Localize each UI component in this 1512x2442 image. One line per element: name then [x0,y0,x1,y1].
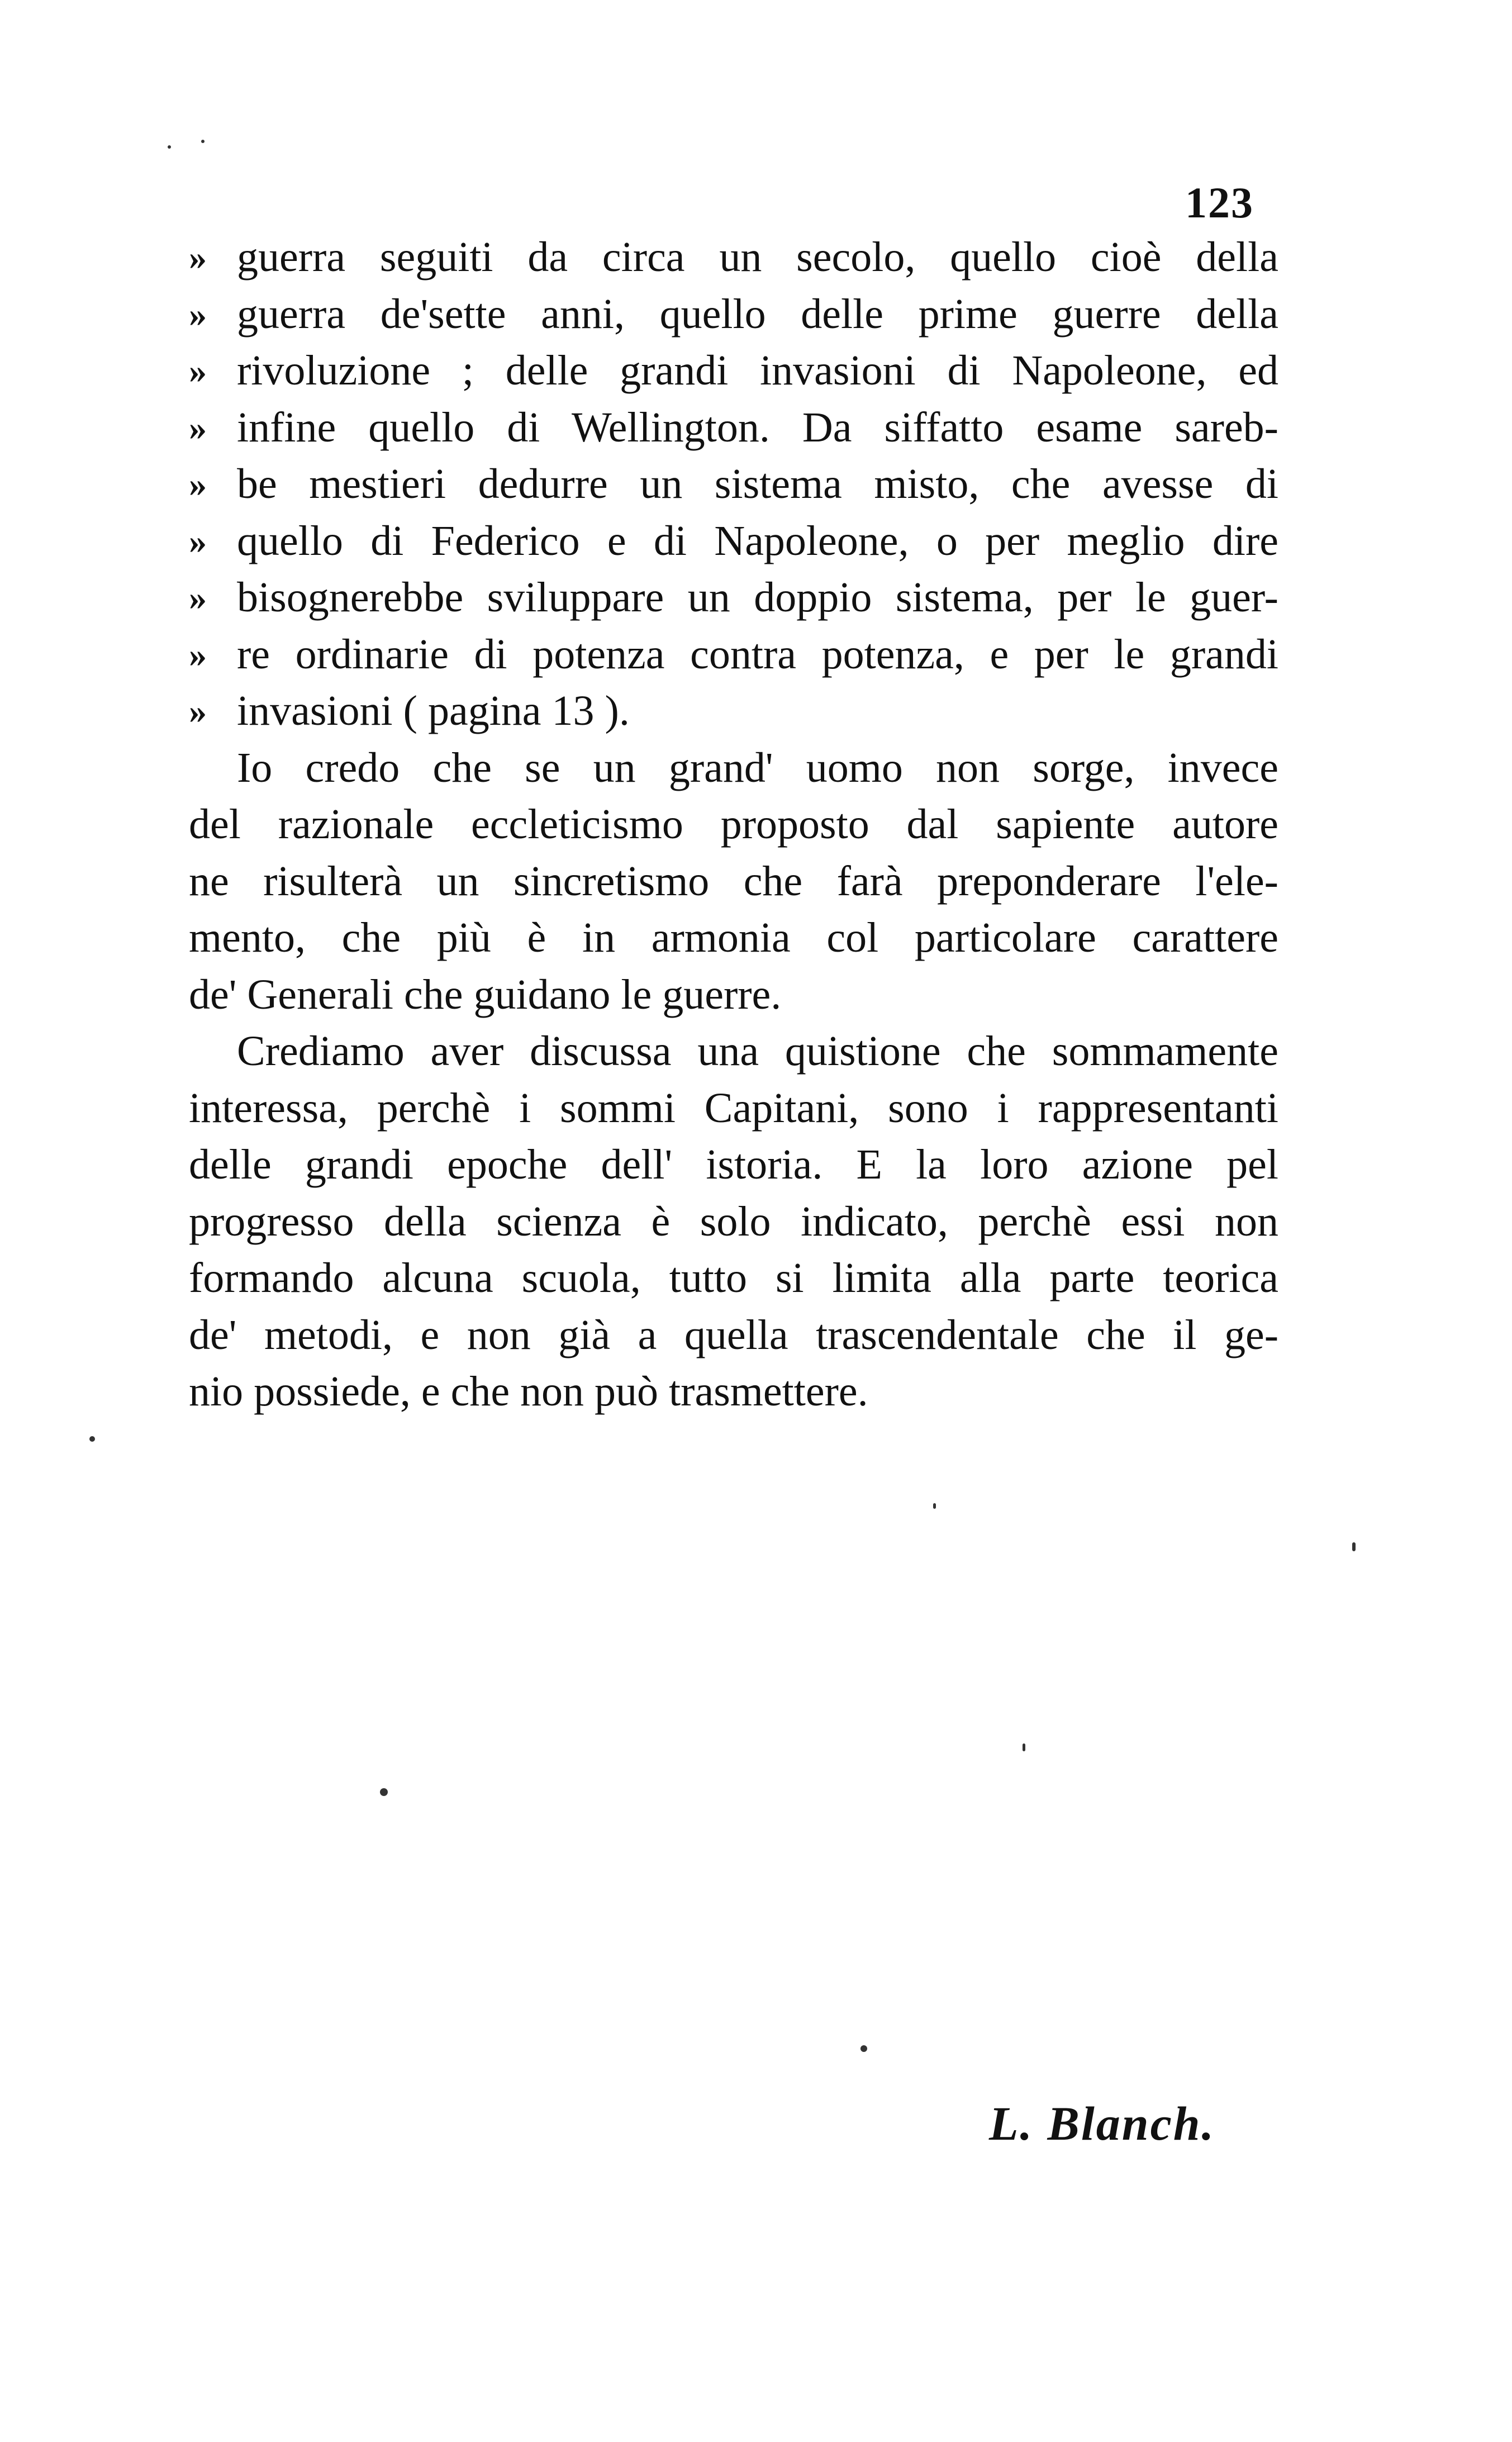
paragraph-line: mento, che più è in armonia col particolare carattere [189,914,1278,961]
quoted-line-text: rivoluzione ; delle grandi invasioni di Napoleone, ed [237,347,1278,394]
quoted-line-text: infine quello di Wellington. Da siffatto esame sareb- [237,403,1278,451]
quote-mark: » [189,691,207,731]
quote-mark: » [189,578,207,617]
paragraph-line: progresso della scienza è solo indicato, perchè essi non [189,1198,1278,1245]
paragraph-line: de' metodi, e non già a quella trascendentale che il ge- [189,1311,1278,1358]
quoted-line [189,456,1278,513]
quoted-line-text: guerra de'sette anni, quello delle prime guerre della [237,290,1278,338]
quote-mark: » [189,634,207,674]
quoted-line-text: bisognerebbe sviluppare un doppio sistema, per le guer- [237,574,1278,621]
quoted-line [189,286,1278,343]
paragraph-line: Io credo che se un grand' uomo non sorge, invece [237,744,1278,791]
quote-mark: » [189,294,207,334]
quoted-line [189,513,1278,570]
paragraph-line: delle grandi epoche dell' istoria. E la loro azione pel [189,1141,1278,1188]
paragraph-line: interessa, perchè i sommi Capitani, sono i rappresentanti [189,1084,1278,1132]
quoted-line [189,343,1278,400]
quote-mark: » [189,237,207,277]
paragraph-line: del razionale eccleticismo proposto dal sapiente autore [189,801,1278,848]
quote-mark: » [189,464,207,504]
page-number: 123 [1185,178,1254,227]
scan-speck [89,1436,95,1442]
paragraph-line: Crediamo aver discussa una quistione che sommamente [237,1028,1278,1075]
quoted-line-text: be mestieri dedurre un sistema misto, che avesse di [237,460,1278,507]
quoted-line [189,683,1278,740]
scan-speck [1023,1743,1025,1751]
quoted-line-text: invasioni ( pagina 13 ). [237,687,630,734]
body-text [189,229,1278,1420]
paragraph-line: formando alcuna scuola, tutto si limita alla parte teorica [189,1255,1278,1301]
quoted-line [189,229,1278,286]
quoted-line-text: re ordinarie di potenza contra potenza, e per le grandi [237,630,1278,678]
signature: L. Blanch. [989,2097,1216,2150]
quoted-line [189,400,1278,457]
scan-speck [380,1788,388,1796]
scan-speck [933,1503,936,1509]
quote-mark: » [189,407,207,448]
quote-mark: » [189,521,207,561]
quoted-line [189,569,1278,626]
quoted-line-text: guerra seguiti da circa un secolo, quello cioè della [237,234,1278,281]
quoted-line-text: quello di Federico e di Napoleone, o per meglio dire [237,517,1278,564]
scan-speck [168,145,171,149]
quote-mark: » [189,351,207,391]
paragraph-line: de' Generali che guidano le guerre. [189,971,782,1018]
scan-speck [860,2045,867,2052]
paragraph-line: ne risulterà un sincretismo che farà preponderare l'ele- [189,857,1278,905]
scan-speck [201,140,205,143]
quoted-line [189,626,1278,683]
paragraph-line: nio possiede, e che non può trasmettere. [189,1368,868,1415]
scan-speck [1352,1542,1356,1551]
